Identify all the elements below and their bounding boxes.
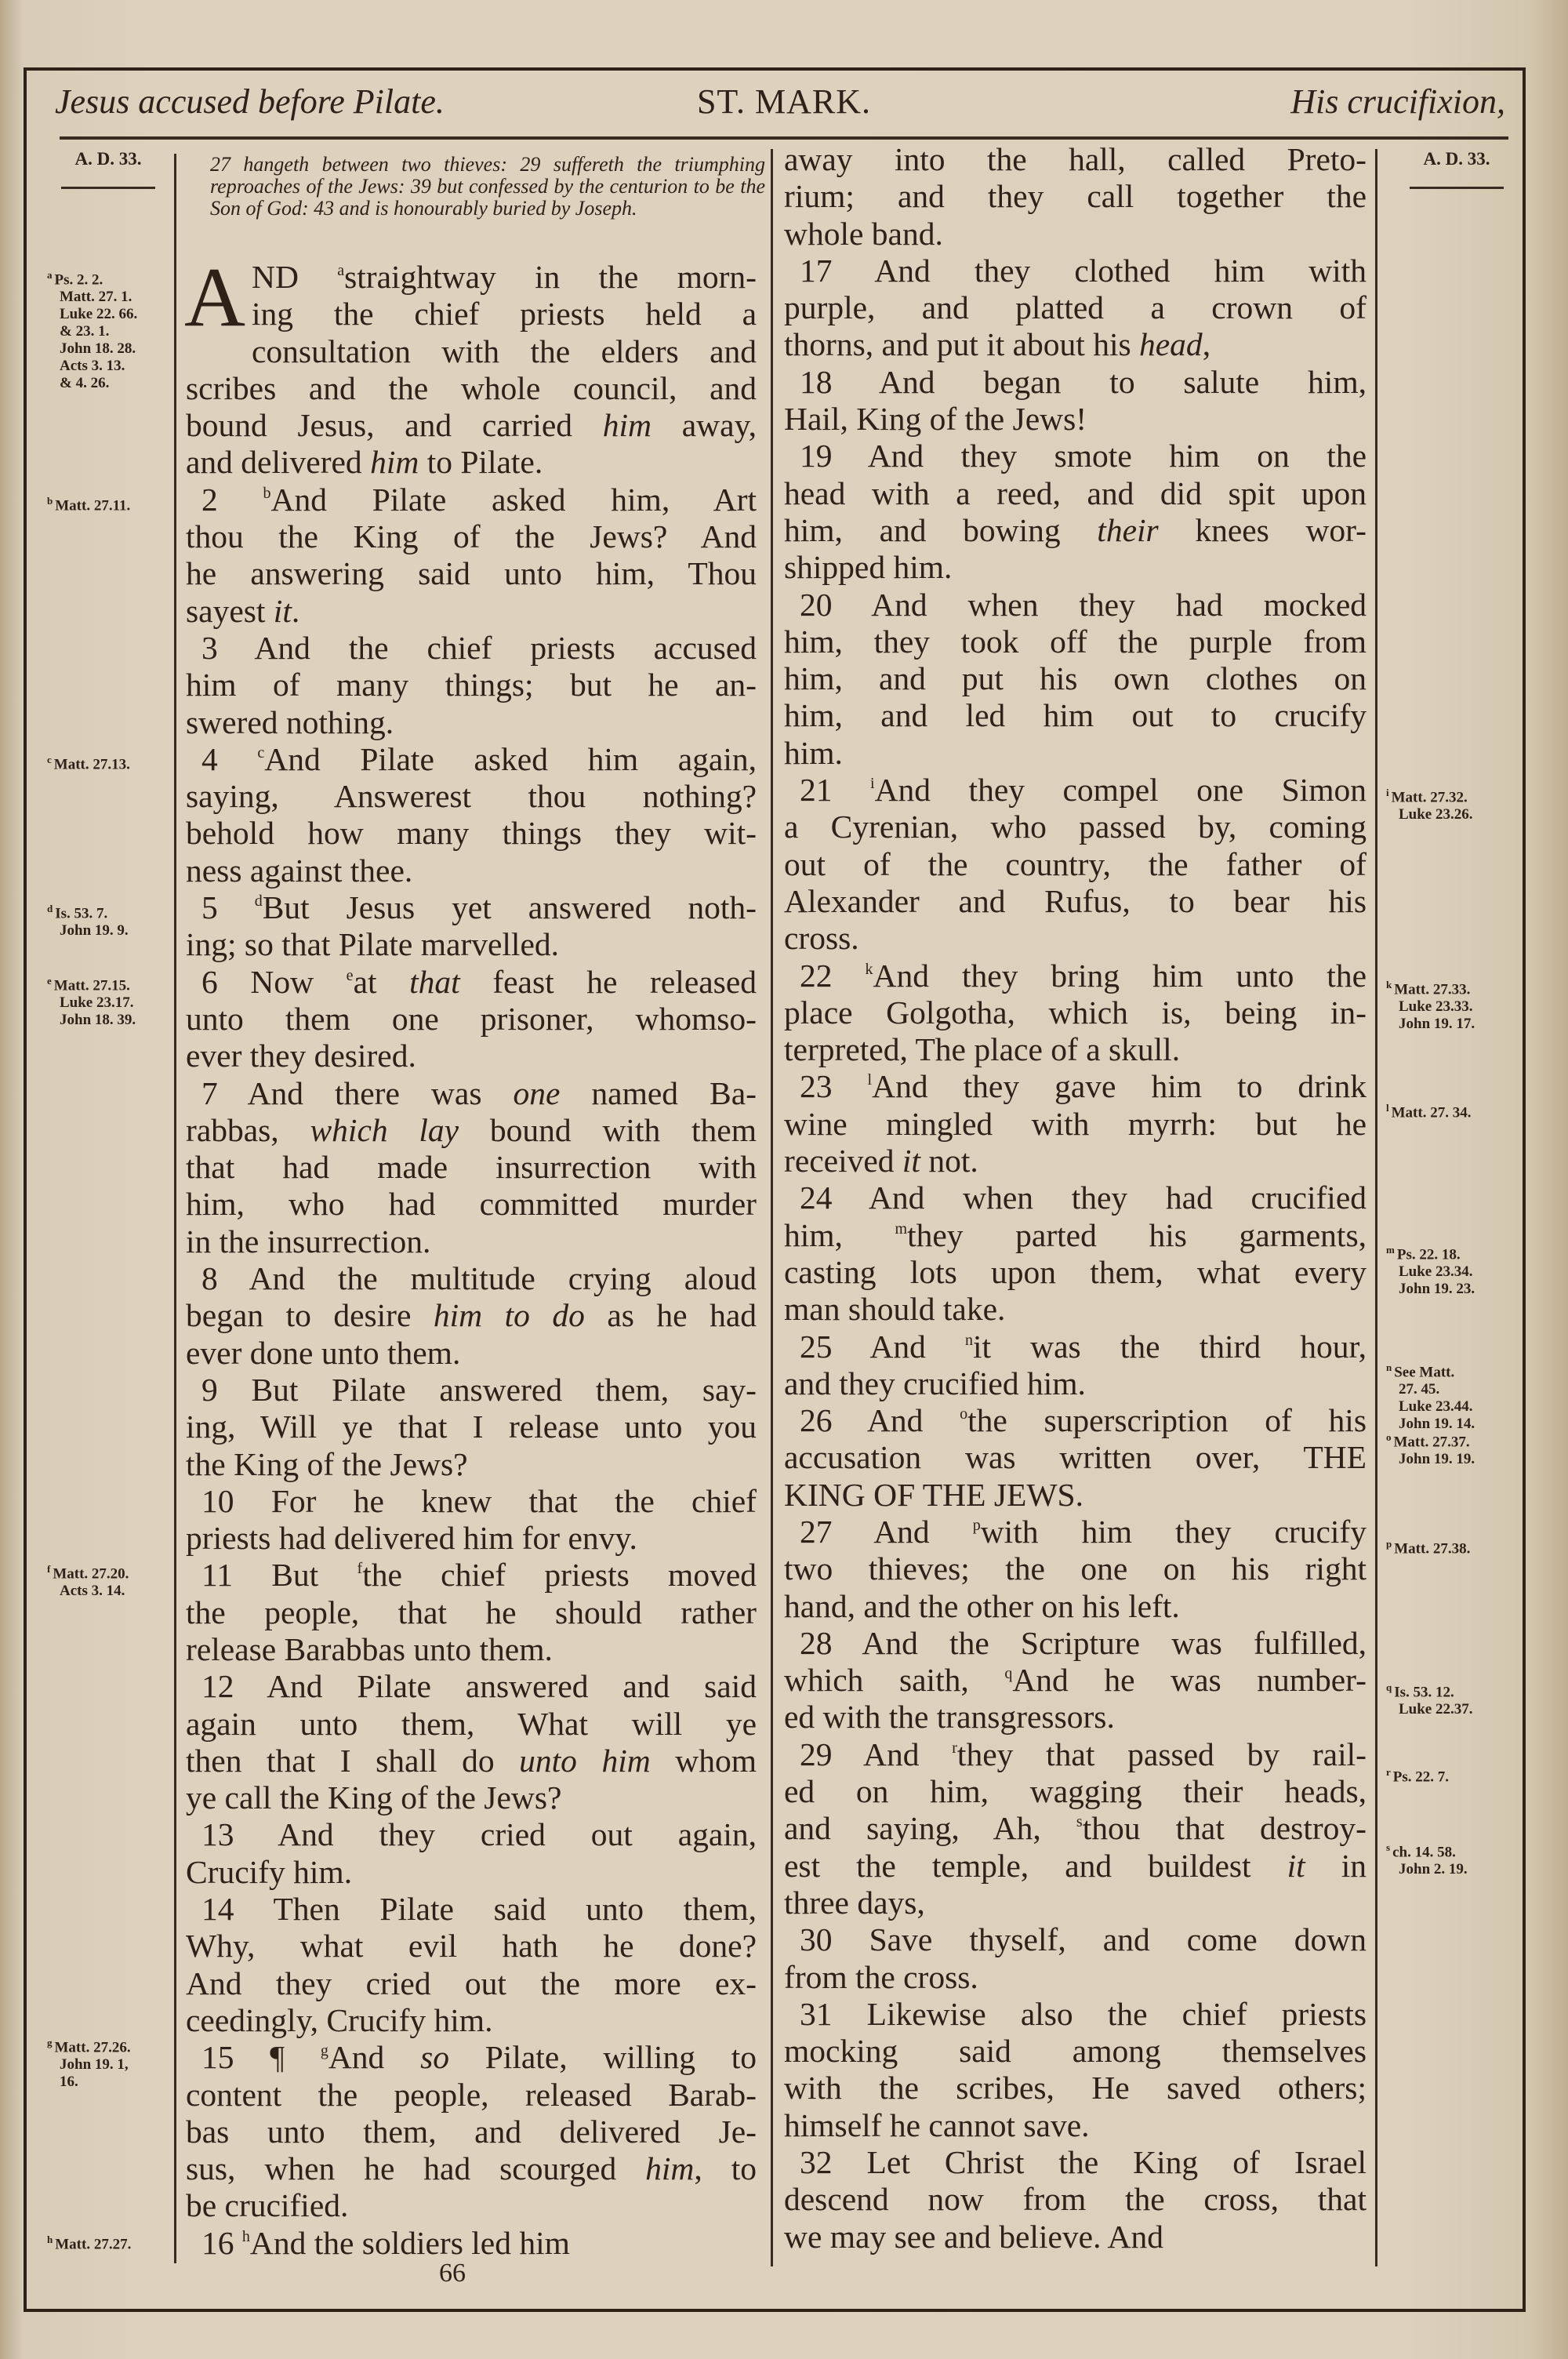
- cross-reference-m: [1386, 1241, 1475, 1298]
- text-line: rium; and they call together the: [784, 178, 1367, 215]
- verse-start-line: 7 And there was one named Ba-: [201, 1074, 757, 1111]
- reference-text: John 19. 14.: [1399, 1416, 1475, 1433]
- reference-key: s: [1386, 1841, 1391, 1853]
- left-margin-divider: [174, 154, 176, 2263]
- reference-text: & 4. 26.: [60, 375, 110, 392]
- text-line: descend now from the cross, that: [784, 2181, 1367, 2218]
- text-line: he answering said unto him, Thou: [186, 555, 757, 592]
- text-line: wine mingled with myrrh: but he: [784, 1105, 1367, 1142]
- text-line: priests had delivered him for envy.: [186, 1520, 637, 1557]
- cross-reference-k: [1386, 976, 1475, 1033]
- verse-start-line: 19 And they smote him on the: [800, 438, 1367, 474]
- verse-start-line: 30 Save thyself, and come down: [800, 1921, 1367, 1958]
- text-line: bas unto them, and delivered Je-: [186, 2113, 757, 2150]
- cross-reference-d: [47, 900, 129, 940]
- reference-text: Is. 53. 12.: [1394, 1684, 1454, 1701]
- text-line: out of the country, the father of: [784, 845, 1367, 882]
- verse-start-line: 9 But Pilate answered them, say-: [201, 1371, 757, 1408]
- reference-text: & 23. 1.: [60, 323, 110, 340]
- header-rule: [60, 136, 1508, 140]
- text-line: him, and bowing their knees wor-: [784, 511, 1367, 548]
- reference-text: John 2. 19.: [1399, 1861, 1468, 1878]
- verse-start-line: 22 $^k$And they bring him unto the: [800, 957, 1367, 994]
- text-line: himself he cannot save.: [784, 2106, 1090, 2143]
- text-line: head with a reed, and did spit upon: [784, 474, 1367, 511]
- cross-reference-h: [47, 2231, 131, 2253]
- cross-reference-p: [1386, 1536, 1470, 1558]
- reference-text: John 19. 17.: [1399, 1016, 1475, 1033]
- text-line: cross.: [784, 920, 859, 957]
- verse-start-line: 15 ¶ $^g$And so Pilate, willing to: [201, 2039, 757, 2076]
- text-line: the King of the Jews?: [186, 1445, 468, 1482]
- text-line: again unto them, What will ye: [186, 1705, 757, 1742]
- reference-text: Acts 3. 13.: [60, 358, 125, 375]
- text-line: ed with the transgressors.: [784, 1699, 1115, 1736]
- verse-start-line: 11 But $^f$the chief priests moved: [201, 1557, 757, 1594]
- reference-key: i: [1386, 787, 1389, 798]
- text-line: scribes and the whole council, and: [186, 369, 757, 406]
- cross-reference-c: [47, 751, 130, 773]
- year-rule-left: [61, 187, 155, 189]
- text-line: be crucified.: [186, 2187, 349, 2224]
- text-line: thorns, and put it about his head,: [784, 326, 1211, 363]
- reference-text: ch. 14. 58.: [1392, 1844, 1456, 1861]
- reference-text: Ps. 22. 7.: [1392, 1768, 1450, 1786]
- cross-reference-l: [1386, 1100, 1471, 1121]
- reference-text: 27. 45.: [1399, 1381, 1440, 1398]
- text-line: and they crucified him.: [784, 1365, 1086, 1401]
- text-line: and saying, Ah, $^s$thou that destroy-: [784, 1810, 1367, 1847]
- verse-start-line: 26 And $^o$the superscription of his: [800, 1402, 1367, 1439]
- text-line: received it not.: [784, 1143, 978, 1180]
- reference-key: n: [1386, 1361, 1392, 1373]
- verse-start-line: 29 And $^r$they that passed by rail-: [800, 1736, 1367, 1772]
- text-line: Alexander and Rufus, to bear his: [784, 882, 1367, 919]
- text-line: him, and led him out to crucify: [784, 697, 1367, 734]
- verse-start-line: 20 And when they had mocked: [800, 586, 1367, 623]
- verse-start-line: 5 $^d$But Jesus yet answered noth-: [201, 889, 757, 926]
- reference-key: o: [1386, 1431, 1392, 1443]
- cross-reference-i: [1386, 784, 1473, 823]
- cross-reference-e: [47, 972, 136, 1029]
- text-line: Hail, King of the Jews!: [784, 401, 1087, 438]
- text-line: whole band.: [784, 215, 943, 252]
- reference-text: Matt. 27.13.: [53, 756, 130, 773]
- verse-start-line: 8 And the multitude crying aloud: [201, 1260, 757, 1297]
- reference-key: c: [47, 754, 52, 765]
- text-line: est the temple, and buildest it in: [784, 1847, 1367, 1884]
- cross-reference-b: [47, 493, 130, 514]
- text-line: content the people, released Barab-: [186, 2076, 757, 2113]
- reference-text: Luke 23.17.: [60, 994, 134, 1012]
- text-line: that had made insurrection with: [186, 1149, 757, 1186]
- text-line: ND $^a$straightway in the morn-: [252, 259, 757, 295]
- cross-reference-f: [47, 1561, 129, 1600]
- text-line: him, they took off the purple from: [784, 623, 1367, 660]
- reference-key: p: [1386, 1538, 1392, 1550]
- text-line: bound Jesus, and carried him away,: [186, 407, 757, 444]
- right-margin-divider: [1375, 149, 1377, 2266]
- year-rule-right: [1410, 187, 1504, 189]
- text-line: hand, and the other on his left.: [784, 1587, 1180, 1624]
- reference-text: Matt. 27.38.: [1394, 1540, 1471, 1558]
- reference-key: k: [1386, 979, 1392, 990]
- chapter-summary: 27 hangeth between two thieves: 29 suffereth the triumphing reproaches of the Jews: 39 but confessed by the centurion to be the Son of God: 43 and is honourably buried by Joseph.: [210, 153, 765, 220]
- reference-key: l: [1386, 1102, 1389, 1114]
- cross-reference-a: [47, 267, 137, 392]
- reference-text: John 19. 9.: [60, 922, 129, 940]
- text-line: ness against thee.: [186, 852, 413, 889]
- running-head-right: His crucifixion,: [1290, 82, 1505, 121]
- reference-text: Matt. 27.37.: [1393, 1434, 1470, 1451]
- running-head-left: Jesus accused before Pilate.: [55, 82, 445, 121]
- text-line: three days,: [784, 1884, 925, 1921]
- verse-start-line: 3 And the chief priests accused: [201, 629, 757, 666]
- cross-reference-g: [47, 2034, 131, 2091]
- text-line: accusation was written over, THE: [784, 1439, 1367, 1476]
- text-line: ing, Will ye that I release unto you: [186, 1408, 757, 1445]
- cross-reference-o: [1386, 1429, 1475, 1468]
- text-line: away into the hall, called Preto-: [784, 141, 1367, 177]
- text-line: with the scribes, He saved others;: [784, 2070, 1367, 2106]
- verse-start-line: 23 $^l$And they gave him to drink: [800, 1068, 1367, 1105]
- reference-text: Matt. 27.26.: [54, 2039, 131, 2056]
- text-line: behold how many things they wit-: [186, 815, 757, 852]
- reference-key: r: [1386, 1766, 1391, 1778]
- reference-key: q: [1386, 1681, 1392, 1693]
- reference-text: Is. 53. 7.: [55, 905, 108, 922]
- text-line: terpreted, The place of a skull.: [784, 1031, 1181, 1068]
- text-line: swered nothing.: [186, 703, 394, 740]
- text-line: then that I shall do unto him whom: [186, 1742, 757, 1779]
- reference-text: Matt. 27.11.: [55, 497, 131, 514]
- reference-key: f: [47, 1563, 51, 1575]
- verse-start-line: 25 And $^n$it was the third hour,: [800, 1328, 1367, 1365]
- text-line: two thieves; the one on his right: [784, 1550, 1367, 1587]
- reference-text: Matt. 27.32.: [1391, 789, 1468, 806]
- text-line: man should take.: [784, 1291, 1006, 1328]
- year-label-right: A. D. 33.: [1423, 149, 1490, 169]
- reference-text: Matt. 27. 34.: [1391, 1104, 1472, 1121]
- reference-text: John 19. 19.: [1399, 1451, 1475, 1468]
- reference-text: John 18. 39.: [60, 1012, 136, 1029]
- text-line: in the insurrection.: [186, 1223, 431, 1259]
- text-line: rabbas, which lay bound with them: [186, 1111, 757, 1148]
- text-line: began to desire him to do as he had: [186, 1297, 757, 1334]
- verse-start-line: 24 And when they had crucified: [800, 1180, 1367, 1216]
- text-line: KING OF THE JEWS.: [784, 1476, 1083, 1513]
- text-line: ever done unto them.: [186, 1334, 461, 1371]
- reference-text: Ps. 2. 2.: [54, 271, 103, 289]
- reference-text: John 19. 1,: [60, 2056, 129, 2074]
- reference-text: Luke 23.26.: [1399, 806, 1473, 823]
- running-head-book: ST. MARK.: [696, 82, 872, 121]
- reference-text: Luke 22.37.: [1399, 1701, 1473, 1718]
- reference-key: h: [47, 2234, 53, 2245]
- verse-start-line: 14 Then Pilate said unto them,: [201, 1891, 757, 1928]
- text-line: unto them one prisoner, whomso-: [186, 1000, 757, 1037]
- reference-text: John 18. 28.: [60, 340, 136, 358]
- text-line: ever they desired.: [186, 1038, 416, 1074]
- text-line: mocking said among themselves: [784, 2033, 1367, 2070]
- left-text-column: [184, 251, 757, 2262]
- text-line: ed on him, wagging their heads,: [784, 1773, 1367, 1810]
- text-line: sayest it.: [186, 592, 300, 629]
- reference-text: Ps. 22. 18.: [1396, 1246, 1461, 1263]
- reference-text: John 19. 23.: [1399, 1281, 1475, 1298]
- text-line: release Barabbas unto them.: [186, 1630, 553, 1667]
- verse-start-line: 10 For he knew that the chief: [201, 1482, 757, 1519]
- verse-start-line: 31 Likewise also the chief priests: [800, 1995, 1367, 2032]
- reference-text: 16.: [60, 2074, 78, 2091]
- text-line: shipped him.: [784, 549, 953, 586]
- text-line: ceedingly, Crucify him.: [186, 2001, 493, 2038]
- text-line: ye call the King of the Jews?: [186, 1779, 562, 1816]
- reference-text: Luke 23.44.: [1399, 1398, 1473, 1416]
- reference-text: Luke 22. 66.: [60, 306, 138, 323]
- right-text-column: [784, 141, 1367, 2255]
- verse-start-line: 17 And they clothed him with: [800, 252, 1367, 289]
- reference-text: Matt. 27.33.: [1394, 981, 1471, 998]
- page-number: 66: [439, 2259, 466, 2288]
- drop-cap: A: [184, 251, 245, 344]
- cross-reference-s: [1386, 1839, 1468, 1878]
- year-label-left: A. D. 33.: [74, 149, 142, 169]
- cross-reference-r: [1386, 1764, 1449, 1786]
- cross-reference-q: [1386, 1679, 1473, 1718]
- reference-key: e: [47, 975, 52, 987]
- verse-start-line: 2 $^b$And Pilate asked him, Art: [201, 481, 757, 518]
- text-line: him of many things; but he an-: [186, 667, 757, 703]
- center-column-divider: [771, 149, 773, 2266]
- text-line: a Cyrenian, who passed by, coming: [784, 809, 1367, 845]
- text-line: ing the chief priests held a: [252, 296, 757, 333]
- text-line: casting lots upon them, what every: [784, 1253, 1367, 1290]
- text-line: we may see and believe. And: [784, 2218, 1163, 2255]
- text-line: And they cried out the more ex-: [186, 1965, 757, 2001]
- reference-key: b: [47, 495, 53, 507]
- cross-reference-n: [1386, 1359, 1475, 1433]
- text-line: which saith, $^q$And he was number-: [784, 1662, 1367, 1699]
- text-line: thou the King of the Jews? And: [186, 518, 757, 555]
- text-line: and delivered him to Pilate.: [186, 444, 543, 481]
- text-line: purple, and platted a crown of: [784, 289, 1367, 326]
- verse-start-line: 12 And Pilate answered and said: [201, 1668, 757, 1705]
- reference-text: See Matt.: [1394, 1364, 1455, 1381]
- verse-start-line: 28 And the Scripture was fulfilled,: [800, 1624, 1367, 1661]
- text-line: him, and put his own clothes on: [784, 660, 1367, 697]
- text-line: him, who had committed murder: [186, 1186, 757, 1223]
- text-line: saying, Answerest thou nothing?: [186, 778, 757, 815]
- text-line: consultation with the elders and: [252, 333, 757, 369]
- verse-start-line: 32 Let Christ the King of Israel: [800, 2144, 1367, 2181]
- verse-start-line: 4 $^c$And Pilate asked him again,: [201, 740, 757, 777]
- text-line: Crucify him.: [186, 1853, 353, 1890]
- reference-key: a: [47, 269, 53, 281]
- text-line: the people, that he should rather: [186, 1594, 757, 1630]
- verse-start-line: 18 And began to salute him,: [800, 363, 1367, 400]
- reference-text: Matt. 27. 1.: [60, 289, 132, 306]
- text-line: him.: [784, 734, 843, 771]
- verse-start-line: 21 $^i$And they compel one Simon: [800, 772, 1367, 809]
- reference-text: Matt. 27.15.: [53, 977, 130, 994]
- reference-text: Luke 23.33.: [1399, 998, 1473, 1016]
- text-line: sus, when he had scourged him, to: [186, 2150, 757, 2187]
- reference-text: Matt. 27.27.: [55, 2236, 132, 2253]
- reference-text: Matt. 27.20.: [53, 1565, 129, 1583]
- text-line: place Golgotha, which is, being in-: [784, 994, 1367, 1030]
- reference-key: g: [47, 2037, 53, 2048]
- reference-key: d: [47, 903, 53, 914]
- reference-text: Acts 3. 14.: [60, 1583, 125, 1600]
- verse-start-line: 13 And they cried out again,: [201, 1816, 757, 1853]
- text-line: Why, what evil hath he done?: [186, 1928, 757, 1965]
- verse-start-line: 6 Now $^e$at that feast he released: [201, 963, 757, 1000]
- text-line: from the cross.: [784, 1958, 978, 1995]
- text-line: ing; so that Pilate marvelled.: [186, 926, 559, 963]
- text-line: him, $^m$they parted his garments,: [784, 1216, 1367, 1253]
- verse-start-line: 16 $^h$And the soldiers led him: [201, 2224, 570, 2261]
- verse-start-line: 27 And $^p$with him they crucify: [800, 1513, 1367, 1550]
- reference-text: Luke 23.34.: [1399, 1263, 1473, 1281]
- reference-key: m: [1386, 1244, 1395, 1256]
